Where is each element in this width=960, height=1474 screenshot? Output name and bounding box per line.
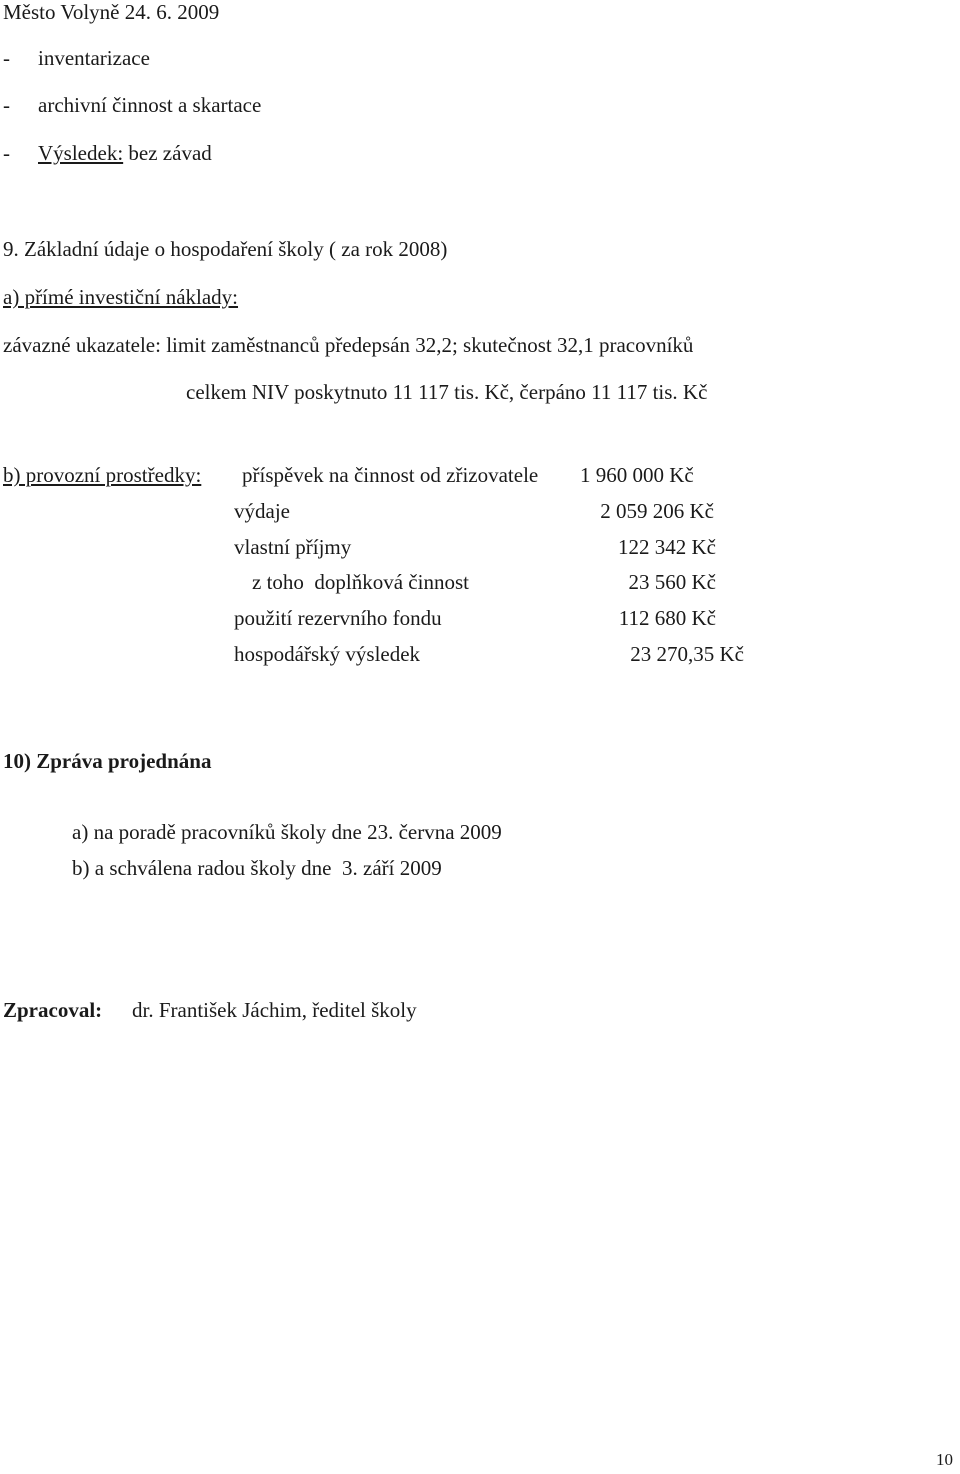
- prepared-by-label: Zpracoval:: [3, 998, 103, 1022]
- finance-row-label: příspěvek na činnost od zřizovatele: [242, 463, 539, 487]
- finance-row-value: 23 270,35 Kč: [630, 642, 744, 666]
- list-item-dash: -: [3, 93, 10, 117]
- finance-row-label: výdaje: [234, 499, 290, 523]
- operating-funds-label: b) provozní prostředky:: [3, 463, 202, 487]
- finance-row-value: 23 560 Kč: [628, 570, 716, 594]
- list-item: archivní činnost a skartace: [38, 93, 262, 117]
- list-item-result: [38, 141, 212, 165]
- finance-row-value: 112 680 Kč: [618, 606, 716, 630]
- list-item-dash: -: [3, 141, 10, 165]
- finance-row-value: 2 059 206 Kč: [600, 499, 714, 523]
- page-number: 10: [936, 1450, 953, 1469]
- direct-costs-label: a) přímé investiční náklady:: [3, 285, 239, 309]
- finance-row-label: hospodářský výsledek: [234, 642, 421, 666]
- section-9-heading: 9. Základní údaje o hospodaření školy ( za rok 2008): [3, 237, 448, 261]
- result-value: bez závad: [123, 141, 212, 165]
- list-item-dash: -: [3, 46, 10, 70]
- section-10-heading: 10) Zpráva projednána: [3, 749, 212, 773]
- finance-row-value: 1 960 000 Kč: [580, 463, 694, 487]
- niv-total: celkem NIV poskytnuto 11 117 tis. Kč, čerpáno 11 117 tis. Kč: [186, 380, 708, 404]
- list-item: inventarizace: [38, 46, 150, 70]
- finance-row-label: použití rezervního fondu: [234, 606, 442, 630]
- finance-row-label: vlastní příjmy: [234, 535, 352, 559]
- finance-row-value: 122 342 Kč: [618, 535, 716, 559]
- approval-item: a) na poradě pracovníků školy dne 23. června 2009: [72, 820, 502, 844]
- approval-item: b) a schválena radou školy dne 3. září 2009: [72, 856, 442, 880]
- header-place-date: Město Volyně 24. 6. 2009: [3, 0, 220, 24]
- binding-indicators: závazné ukazatele: limit zaměstnanců předepsán 32,2; skutečnost 32,1 pracovníků: [3, 333, 694, 357]
- result-label: Výsledek:: [38, 141, 124, 165]
- finance-row-label: z toho doplňková činnost: [252, 570, 469, 594]
- prepared-by-name: dr. František Jáchim, ředitel školy: [132, 998, 417, 1022]
